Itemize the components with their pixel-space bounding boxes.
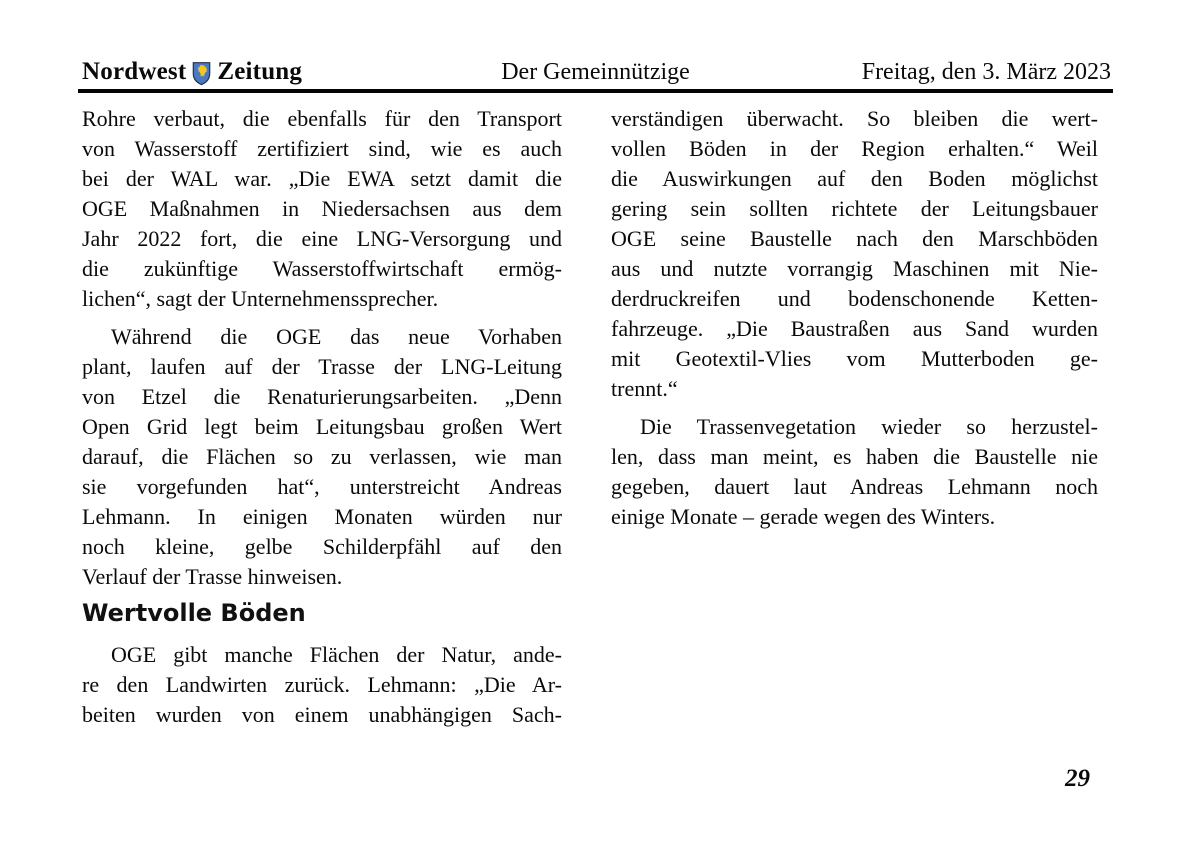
text-line: Die Trassenvegetation wieder so herzustel- [640, 414, 1098, 439]
page-header-title: Der Gemeinnützige [501, 59, 690, 85]
text-line: gegeben, dauert laut Andreas Lehmann noch [611, 474, 1098, 499]
text-line: von Wasserstoff zertifiziert sind, wie es auch [82, 136, 562, 161]
text-line: Verlauf der Trasse hinweisen. [82, 564, 343, 589]
page-number: 29 [1065, 765, 1090, 792]
text-line: mit Geotextil-Vlies vom Mutterboden ge- [611, 346, 1098, 371]
section-heading: Wertvolle Böden [82, 599, 306, 627]
text-line: die Auswirkungen auf den Boden möglichst [611, 166, 1098, 191]
brand-name-right: Zeitung [217, 58, 303, 85]
text-line: len, dass man meint, es haben die Baustelle nie [611, 444, 1098, 469]
text-line: aus und nutzte vorrangig Maschinen mit Nie- [611, 256, 1098, 281]
paragraph [611, 412, 1098, 532]
paragraph [82, 322, 562, 592]
text-line: bei der WAL war. „Die EWA setzt damit die [82, 166, 562, 191]
text-line: plant, laufen auf der Trasse der LNG-Leitung [82, 354, 562, 379]
page-header [78, 52, 1113, 88]
text-line: beiten wurden von einem unabhängigen Sach- [82, 702, 562, 727]
text-column-left [82, 104, 562, 738]
paragraph [611, 104, 1098, 404]
text-line: von Etzel die Renaturierungsarbeiten. „Denn [82, 384, 562, 409]
page-header-date: Freitag, den 3. März 2023 [861, 59, 1111, 85]
text-line: einige Monate – gerade wegen des Winters. [611, 504, 996, 529]
text-column-right [611, 104, 1098, 540]
text-line: Jahr 2022 fort, die eine LNG-Versorgung und [82, 226, 562, 251]
text-line: die zukünftige Wasserstoffwirtschaft ermög- [82, 256, 562, 281]
text-line: Lehmann. In einigen Monaten würden nur [82, 504, 562, 529]
text-line: sie vorgefunden hat“, unterstreicht Andreas [82, 474, 562, 499]
text-line: Während die OGE das neue Vorhaben [111, 324, 562, 349]
text-line: derdruckreifen und bodenschonende Ketten- [611, 286, 1098, 311]
text-line: trennt.“ [611, 376, 678, 401]
paragraph [82, 104, 562, 314]
text-line: re den Landwirten zurück. Lehmann: „Die Ar- [82, 672, 562, 697]
text-line: darauf, die Flächen so zu verlassen, wie man [82, 444, 562, 469]
text-line: noch kleine, gelbe Schilderpfähl auf den [82, 534, 562, 559]
text-line: lichen“, sagt der Unternehmenssprecher. [82, 286, 439, 311]
text-line: fahrzeuge. „Die Baustraßen aus Sand wurden [611, 316, 1098, 341]
text-line: verständigen überwacht. So bleiben die wert- [611, 106, 1098, 131]
text-line: Open Grid legt beim Leitungsbau großen Wert [82, 414, 562, 439]
brand-name-left: Nordwest [82, 58, 187, 85]
text-line: vollen Böden in der Region erhalten.“ Weil [611, 136, 1098, 161]
text-line: Rohre verbaut, die ebenfalls für den Transport [82, 106, 562, 131]
text-line: OGE gibt manche Flächen der Natur, ande- [111, 642, 562, 667]
text-line: OGE Maßnahmen in Niedersachsen aus dem [82, 196, 562, 221]
text-line: OGE seine Baustelle nach den Marschböden [611, 226, 1098, 251]
text-line: gering sein sollten richtete der Leitungsbauer [611, 196, 1098, 221]
header-rule [78, 89, 1113, 93]
paragraph [82, 640, 562, 730]
